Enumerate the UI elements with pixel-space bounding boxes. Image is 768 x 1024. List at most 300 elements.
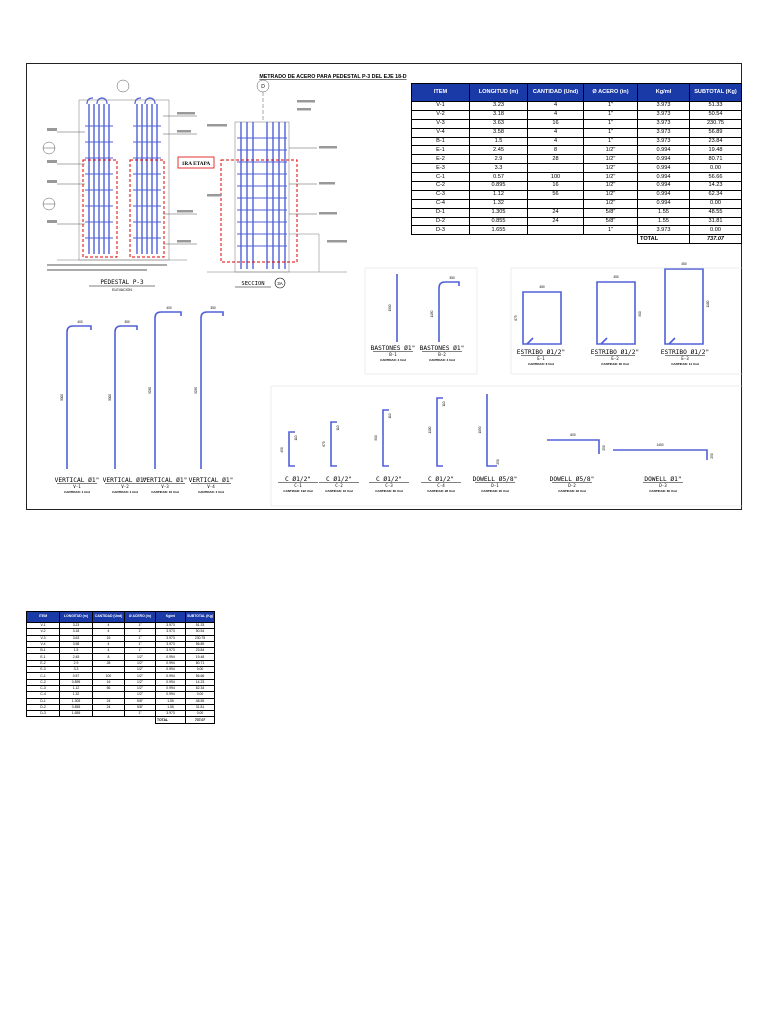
shape-name: VERTICAL Ø1": [54, 477, 100, 484]
metrado-cell: 230.75: [690, 119, 742, 128]
metrado-cell: [528, 199, 584, 208]
metrado-cell: 0.994: [638, 155, 690, 164]
metrado-copy-cell: 1/2": [125, 660, 156, 666]
metrado-header-2: CANTIDAD (Und): [528, 84, 584, 102]
dimension-label: 110: [294, 435, 298, 441]
metrado-header-5: SUBTOTAL (Kg): [690, 84, 742, 102]
shape-name: C Ø1/2": [284, 476, 312, 483]
metrado-copy-cell: E-1: [27, 654, 60, 660]
metrado-copy-cell: 1/2": [125, 679, 156, 685]
metrado-row: [412, 226, 742, 235]
metrado-copy-cell: 14.23: [186, 679, 215, 685]
stage-label: 1RA ETAPA: [181, 161, 211, 167]
metrado-copy-cell: 3.973: [156, 629, 186, 635]
metrado-cell: 0.994: [638, 164, 690, 173]
metrado-copy-cell: V-4: [27, 641, 60, 647]
metrado-cell: 1/2": [584, 155, 638, 164]
shape-name: BASTONES Ø1": [370, 345, 416, 352]
metrado-row: [412, 208, 742, 217]
metrado-copy-cell: 1.55: [156, 704, 186, 710]
dimension-label: 250: [496, 459, 500, 465]
metrado-cell: 1.5: [470, 137, 528, 146]
metrado-cell: 0.994: [638, 173, 690, 182]
metrado-copy-cell: 0.994: [156, 673, 186, 679]
metrado-cell: C-3: [412, 190, 470, 199]
dimension-label: 110: [388, 413, 392, 419]
metrado-cell: C-1: [412, 173, 470, 182]
metrado-copy-cell: 3.18: [60, 629, 93, 635]
metrado-cell: 5/8": [584, 217, 638, 226]
stirrup: [523, 292, 561, 344]
metrado-cell: 1/2": [584, 164, 638, 173]
metrado-copy-cell: E-2: [27, 660, 60, 666]
shape-mark: C-4: [437, 483, 445, 488]
shape-name: DOWELL Ø5/8": [549, 476, 595, 483]
metrado-cell: 3.973: [638, 226, 690, 235]
stirrup: [597, 282, 635, 344]
metrado-copy-cell: D-3: [27, 711, 60, 717]
shape-name: VERTICAL Ø1": [188, 477, 234, 484]
metrado-copy-cell: 1": [125, 623, 156, 629]
metrado-copy-header-5: SUBTOTAL (Kg): [186, 612, 215, 623]
metrado-copy-cell: 3.58: [60, 641, 93, 647]
baston-bar: [439, 282, 459, 342]
dimension-label: 450: [613, 275, 619, 279]
shape-mark: V-2: [121, 484, 129, 489]
dowell-bar: [547, 440, 599, 454]
metrado-row: [412, 102, 742, 111]
vertical-bar: [115, 326, 137, 469]
metrado-copy-cell: 1/2": [125, 654, 156, 660]
dimension-label: 1100: [706, 300, 710, 308]
stirrup: [665, 269, 703, 344]
metrado-copy-cell: 62.34: [186, 685, 215, 691]
shape-name: ESTRIBO Ø1/2": [516, 349, 566, 356]
dowell-bar: [487, 394, 497, 466]
section-notes: [207, 100, 347, 243]
metrado-copy-cell: 1": [125, 648, 156, 654]
metrado-cell: 1.655: [470, 226, 528, 235]
shape-name: BASTONES Ø1": [419, 345, 465, 352]
metrado-copy-cell: C-3: [27, 685, 60, 691]
metrado-copy-cell: 1/2": [125, 685, 156, 691]
shape-mark: E-1: [537, 356, 545, 361]
metrado-copy-cell: D-2: [27, 704, 60, 710]
drawing-sheet: [26, 63, 742, 510]
metrado-cell: 4: [528, 102, 584, 111]
shape-qty: CANTIDAD: 16 Und: [151, 490, 179, 494]
dimension-label: 1400: [656, 443, 664, 447]
vertical-bar: [155, 312, 181, 469]
metrado-copy-cell: 1": [125, 641, 156, 647]
metrado-cell: 1": [584, 137, 638, 146]
shape-qty: CANTIDAD: 4 Und: [429, 358, 455, 362]
dimension-label: 3000: [60, 393, 64, 402]
metrado-total-value: 737.07: [690, 235, 742, 244]
metrado-copy-cell: 3.3: [60, 667, 93, 673]
metrado-copy-cell: 50.54: [186, 629, 215, 635]
metrado-cell: 2.9: [470, 155, 528, 164]
metrado-copy-cell: 3.973: [156, 635, 186, 641]
metrado-copy-cell: 1.55: [156, 698, 186, 704]
metrado-copy-cell: 3.973: [156, 641, 186, 647]
metrado-cell: 0.855: [470, 217, 528, 226]
elevation-left-hooks: [87, 98, 155, 104]
section-title: SECCION: [241, 281, 265, 287]
panel-c-dowell: [271, 386, 743, 506]
shape-mark: D-1: [491, 483, 499, 488]
dimension-label: 350: [210, 306, 216, 310]
shape-mark: B-1: [389, 352, 397, 357]
metrado-cell: 1/2": [584, 199, 638, 208]
metrado-cell: 56.66: [690, 173, 742, 182]
metrado-cell: 8: [528, 146, 584, 155]
shape-mark: E-3: [681, 356, 689, 361]
metrado-copy-cell: 23.84: [186, 648, 215, 654]
dimension-label: 1150: [430, 310, 434, 318]
metrado-copy-cell: 1.12: [60, 685, 93, 691]
metrado-copy-cell: 56.66: [186, 673, 215, 679]
metrado-row: [412, 146, 742, 155]
pedestal-section: [207, 80, 347, 272]
shape-mark: D-3: [659, 483, 667, 488]
shape-qty: CANTIDAD: 28 Und: [427, 489, 455, 493]
metrado-copy-cell: V-1: [27, 623, 60, 629]
metrado-copy-cell: 0.994: [156, 660, 186, 666]
metrado-copy-cell: 4: [93, 629, 125, 635]
metrado-cell: V-3: [412, 119, 470, 128]
c-bar: [437, 398, 443, 466]
metrado-cell: V-4: [412, 128, 470, 137]
metrado-cell: D-2: [412, 217, 470, 226]
metrado-cell: 1.305: [470, 208, 528, 217]
metrado-cell: D-3: [412, 226, 470, 235]
metrado-copy-cell: 0.994: [156, 685, 186, 691]
metrado-table: [411, 83, 742, 244]
shape-qty: CANTIDAD: 14 Und: [671, 362, 699, 366]
metrado-cell: D-1: [412, 208, 470, 217]
elevation-subtitle: ELEVACION: [112, 288, 132, 292]
shape-name: VERTICAL Ø1": [102, 477, 148, 484]
dimension-label: 900: [374, 435, 378, 441]
metrado-copy-cell: 1/2": [125, 692, 156, 698]
shape-qty: CANTIDAD: 60 Und: [649, 489, 677, 493]
metrado-copy-cell: 0.00: [186, 667, 215, 673]
metrado-cell: 0.00: [690, 226, 742, 235]
metrado-cell: C-4: [412, 199, 470, 208]
metrado-copy-cell: 100: [93, 673, 125, 679]
metrado-table-copy: [26, 611, 215, 724]
metrado-cell: E-2: [412, 155, 470, 164]
metrado-copy-total-value: 737.07: [186, 717, 215, 723]
metrado-copy-cell: V-3: [27, 635, 60, 641]
metrado-cell: 16: [528, 119, 584, 128]
metrado-copy-cell: 1.655: [60, 711, 93, 717]
metrado-total-label: TOTAL: [638, 235, 690, 244]
shape-mark: B-2: [438, 352, 446, 357]
metrado-copy-cell: 230.75: [186, 635, 215, 641]
metrado-cell: 0.994: [638, 199, 690, 208]
metrado-copy-cell: 3.63: [60, 635, 93, 641]
metrado-cell: B-1: [412, 137, 470, 146]
metrado-cell: 1/2": [584, 173, 638, 182]
metrado-copy-cell: 0.994: [156, 654, 186, 660]
shape-mark: C-2: [335, 483, 343, 488]
metrado-cell: 14.23: [690, 182, 742, 191]
metrado-copy-cell: E-3: [27, 667, 60, 673]
metrado-copy-cell: 1": [125, 635, 156, 641]
metrado-cell: 4: [528, 137, 584, 146]
metrado-header-4: Kg/ml: [638, 84, 690, 102]
metrado-cell: 23.84: [690, 137, 742, 146]
shape-qty: CANTIDAD: 4 Und: [112, 490, 138, 494]
metrado-cell: [528, 226, 584, 235]
axis-mark: D: [261, 84, 265, 90]
sheet-title: METRADO DE ACERO PARA PEDESTAL P-3 DEL EJE 18-D: [259, 74, 407, 80]
metrado-copy-cell: 56: [93, 685, 125, 691]
metrado-copy-cell: 28: [93, 660, 125, 666]
dimension-label: 450: [681, 262, 687, 266]
metrado-cell: 0.00: [690, 164, 742, 173]
metrado-copy-cell: 0.895: [60, 679, 93, 685]
shape-qty: CANTIDAD: 8 Und: [528, 362, 554, 366]
dowell-bar: [613, 450, 707, 460]
metrado-copy-cell: 3.973: [156, 648, 186, 654]
metrado-cell: V-1: [412, 102, 470, 111]
metrado-copy-header-3: Ø ACERO (in): [125, 612, 156, 623]
shape-qty: CANTIDAD: 4 Und: [64, 490, 90, 494]
metrado-cell: 100: [528, 173, 584, 182]
metrado-copy-cell: 3.973: [156, 711, 186, 717]
metrado-cell: 48.55: [690, 208, 742, 217]
metrado-row: [412, 199, 742, 208]
metrado-row: [412, 190, 742, 199]
metrado-cell: 3.63: [470, 119, 528, 128]
metrado-copy-cell: 1.5: [60, 648, 93, 654]
metrado-copy-cell: C-2: [27, 679, 60, 685]
shape-name: DOWELL Ø5/8": [472, 476, 518, 483]
metrado-copy-cell: 5/8": [125, 698, 156, 704]
dimension-label: 400: [77, 320, 83, 324]
shape-mark: C-3: [385, 483, 393, 488]
metrado-copy-cell: 4: [93, 648, 125, 654]
metrado-total-row: [412, 235, 742, 244]
metrado-copy-header-1: LONGITUD (m): [60, 612, 93, 623]
metrado-cell: 0.994: [638, 190, 690, 199]
elevation-notes: [47, 112, 195, 271]
metrado-cell: 56: [528, 190, 584, 199]
metrado-header-3: Ø ACERO (in): [584, 84, 638, 102]
metrado-copy-cell: 0.57: [60, 673, 93, 679]
shape-mark: V-1: [73, 484, 81, 489]
vertical-bar: [201, 312, 223, 469]
metrado-cell: 0.994: [638, 146, 690, 155]
metrado-cell: 1.32: [470, 199, 528, 208]
dimension-label: 250: [602, 445, 606, 451]
metrado-cell: 1/2": [584, 182, 638, 191]
metrado-cell: 0.00: [690, 199, 742, 208]
metrado-copy-cell: 0.994: [156, 692, 186, 698]
panel-estribos: [511, 268, 743, 374]
section-mark: 3A: [277, 281, 283, 286]
metrado-cell: 1": [584, 110, 638, 119]
metrado-copy-cell: 24: [93, 698, 125, 704]
shape-mark: C-1: [294, 483, 302, 488]
shape-mark: E-2: [611, 356, 619, 361]
metrado-copy-cell: 16: [93, 679, 125, 685]
metrado-copy-cell: 4: [93, 623, 125, 629]
metrado-cell: 3.973: [638, 137, 690, 146]
bar-shape-labels: [55, 262, 714, 494]
metrado-copy-header-2: CANTIDAD (Und): [93, 612, 125, 623]
metrado-copy-cell: 0.994: [156, 667, 186, 673]
metrado-copy-cell: 56.89: [186, 641, 215, 647]
dimension-label: 3230: [194, 386, 198, 395]
metrado-cell: 51.33: [690, 102, 742, 111]
hatch-box-1: [83, 160, 117, 257]
metrado-copy-cell: 1/2": [125, 673, 156, 679]
elevation-title: PEDESTAL P-3: [100, 279, 144, 286]
dimension-label: 600: [570, 433, 576, 437]
metrado-cell: 24: [528, 217, 584, 226]
dimension-label: 1100: [428, 426, 432, 434]
metrado-copy-cell: 19.48: [186, 654, 215, 660]
metrado-copy-total-label: TOTAL: [156, 717, 186, 723]
dimension-label: 350: [124, 320, 130, 324]
metrado-copy-cell: 8: [93, 654, 125, 660]
metrado-cell: 1.12: [470, 190, 528, 199]
vertical-bar: [67, 326, 91, 469]
metrado-copy-cell: C-1: [27, 673, 60, 679]
metrado-copy-cell: 3.23: [60, 623, 93, 629]
metrado-cell: 3.973: [638, 119, 690, 128]
metrado-copy-cell: 2.45: [60, 654, 93, 660]
metrado-header-1: LONGITUD (m): [470, 84, 528, 102]
shape-name: ESTRIBO Ø1/2": [660, 349, 710, 356]
shape-name: DOWELL Ø1": [644, 476, 682, 483]
dimension-label: 1500: [388, 304, 392, 312]
dimension-label: 250: [710, 453, 714, 459]
metrado-row: [412, 119, 742, 128]
metrado-cell: [528, 164, 584, 173]
metrado-cell: 3.973: [638, 102, 690, 111]
metrado-copy-cell: 1/2": [125, 667, 156, 673]
metrado-cell: 4: [528, 128, 584, 137]
shape-qty: CANTIDAD: 4 Und: [380, 358, 406, 362]
metrado-copy-cell: 31.81: [186, 704, 215, 710]
metrado-cell: 0.994: [638, 182, 690, 191]
metrado-copy-cell: B-1: [27, 648, 60, 654]
elevation-left-bars: [89, 104, 157, 254]
metrado-row: [412, 155, 742, 164]
shape-mark: D-2: [568, 483, 576, 488]
shape-qty: CANTIDAD: 20 Und: [481, 489, 509, 493]
shape-mark: V-3: [161, 484, 169, 489]
dimension-label: 400: [166, 306, 172, 310]
metrado-cell: 3.23: [470, 102, 528, 111]
dimension-label: 450: [539, 285, 545, 289]
metrado-copy-cell: 1.32: [60, 692, 93, 698]
metrado-copy-cell: 2.9: [60, 660, 93, 666]
shape-qty: CANTIDAD: 30 Und: [601, 362, 629, 366]
metrado-cell: 28: [528, 155, 584, 164]
dimension-label: 675: [514, 315, 518, 321]
metrado-row: [412, 217, 742, 226]
metrado-cell: 3.58: [470, 128, 528, 137]
metrado-cell: C-2: [412, 182, 470, 191]
dimension-label: 900: [638, 311, 642, 317]
metrado-row: [412, 110, 742, 119]
metrado-row: [412, 164, 742, 173]
metrado-cell: 62.34: [690, 190, 742, 199]
metrado-cell: 1": [584, 128, 638, 137]
metrado-copy-cell: 48.55: [186, 698, 215, 704]
metrado-cell: 80.71: [690, 155, 742, 164]
metrado-copy-cell: 0.855: [60, 704, 93, 710]
metrado-cell: 1/2": [584, 146, 638, 155]
dimension-label: 450: [280, 447, 284, 453]
dimension-label: 675: [322, 441, 326, 447]
metrado-copy-header-4: Kg/ml: [156, 612, 186, 623]
metrado-cell: 24: [528, 208, 584, 217]
shape-name: ESTRIBO Ø1/2": [590, 349, 640, 356]
pedestal-elevation: [43, 80, 197, 260]
shape-name: C Ø1/2": [375, 476, 403, 483]
metrado-cell: 0.895: [470, 182, 528, 191]
metrado-copy-cell: 51.33: [186, 623, 215, 629]
metrado-cell: E-3: [412, 164, 470, 173]
metrado-cell: 1.55: [638, 217, 690, 226]
metrado-row: [412, 128, 742, 137]
metrado-cell: 50.54: [690, 110, 742, 119]
metrado-cell: 1.55: [638, 208, 690, 217]
metrado-cell: 31.81: [690, 217, 742, 226]
metrado-copy-cell: C-4: [27, 692, 60, 698]
metrado-copy-cell: 3.973: [156, 623, 186, 629]
metrado-copy-cell: 0.994: [156, 679, 186, 685]
shape-mark: V-4: [207, 484, 215, 489]
metrado-copy-cell: 80.71: [186, 660, 215, 666]
elevation-left-ties: [85, 126, 161, 238]
metrado-cell: 1/2": [584, 190, 638, 199]
metrado-copy-header-0: ITEM: [27, 612, 60, 623]
metrado-copy-cell: 0.00: [186, 692, 215, 698]
metrado-copy-cell: 4: [93, 641, 125, 647]
metrado-cell: 5/8": [584, 208, 638, 217]
metrado-cell: 3.973: [638, 110, 690, 119]
shape-qty: CANTIDAD: 60 Und: [375, 489, 403, 493]
metrado-copy-cell: D-1: [27, 698, 60, 704]
metrado-row: [412, 137, 742, 146]
metrado-copy-cell: 1": [125, 629, 156, 635]
metrado-copy-cell: 0.00: [186, 711, 215, 717]
metrado-cell: 2.45: [470, 146, 528, 155]
metrado-cell: 19.48: [690, 146, 742, 155]
shape-qty: CANTIDAD: 192 Und: [283, 489, 313, 493]
metrado-row: [412, 182, 742, 191]
dimension-label: 1050: [478, 426, 482, 434]
dimension-label: 3000: [108, 393, 112, 402]
shape-qty: CANTIDAD: 4 Und: [198, 490, 224, 494]
metrado-cell: 0.57: [470, 173, 528, 182]
metrado-cell: 16: [528, 182, 584, 191]
dimension-label: 110: [336, 425, 340, 431]
shape-name: C Ø1/2": [325, 476, 353, 483]
metrado-copy-cell: 1": [125, 711, 156, 717]
metrado-header-0: ITEM: [412, 84, 470, 102]
metrado-cell: 3.3: [470, 164, 528, 173]
metrado-copy-cell: 5/8": [125, 704, 156, 710]
